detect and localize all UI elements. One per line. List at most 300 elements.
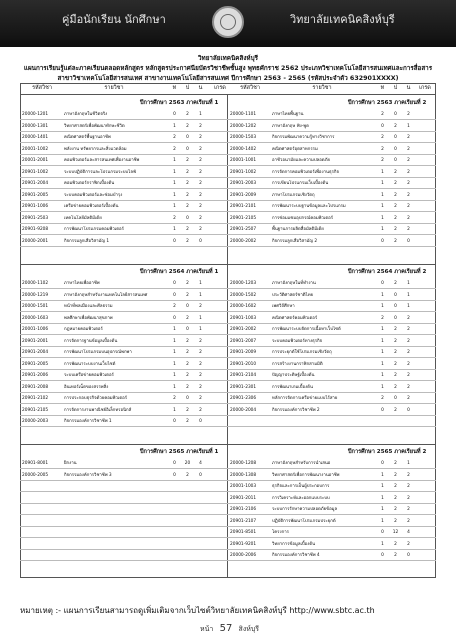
- course-credit: 2: [407, 384, 410, 390]
- course-row: [20, 360, 436, 370]
- course-row: [20, 517, 436, 527]
- course-theory: 1: [381, 373, 384, 378]
- course-credit: 2: [407, 146, 410, 152]
- course-row: [20, 459, 436, 469]
- course-credit: 1: [407, 304, 410, 309]
- course-code: 20901-2104: [230, 373, 257, 378]
- course-code: 20000-1203: [230, 281, 257, 286]
- course-practice: 2: [394, 518, 397, 524]
- course-name: ปฏิบัติการพัฒนาโปรแกรมประยุกต์: [272, 518, 336, 524]
- course-name: การพัฒนาโปรแกรมบนอุปกรณ์พกพา: [64, 350, 132, 355]
- course-practice: 2: [186, 373, 189, 378]
- course-practice: 2: [186, 181, 189, 186]
- course-credit: 1: [199, 327, 202, 332]
- course-practice: 0: [394, 135, 397, 140]
- course-name: อินเทอร์เน็ตของสรรพสิ่ง: [64, 384, 109, 390]
- course-row: [20, 505, 436, 515]
- course-practice: 2: [186, 281, 189, 286]
- course-name: กิจกรรมลูกเสือวิสามัญ 1: [64, 238, 110, 244]
- course-code: 20901-2101: [230, 204, 257, 209]
- course-theory: 0: [381, 123, 384, 129]
- course-code: 20901-2008: [22, 384, 49, 390]
- course-code: 20001-1002: [22, 146, 49, 152]
- course-theory: 1: [381, 181, 384, 186]
- col-n-right: น: [406, 85, 411, 91]
- course-practice: 2: [186, 204, 189, 209]
- course-name: กิจกรรมลูกเสือวิสามัญ 2: [272, 238, 318, 244]
- course-name: การพัฒนาโปรแกรมคอมพิวเตอร์: [64, 227, 124, 232]
- course-name: การเขียนโปรแกรมเว็บเบื้องต้น: [272, 181, 329, 186]
- course-theory: 1: [381, 169, 384, 175]
- course-practice: 2: [186, 407, 189, 413]
- course-practice: 0: [186, 396, 189, 401]
- course-name: การประกอบธุรกิจด้วยคอมพิวเตอร์: [64, 396, 128, 401]
- course-row: [20, 314, 436, 324]
- course-credit: 2: [199, 192, 202, 198]
- col-hours-left: เกรด: [214, 85, 226, 91]
- course-code: 20000-1501: [22, 304, 49, 309]
- col-t-left: ท: [172, 85, 177, 91]
- course-name: วิทยาการข้อมูลเบื้องต้น: [272, 541, 316, 547]
- course-name: คณิตศาสตร์อุตสาหกรรม: [272, 146, 318, 152]
- semester-separator: [20, 264, 436, 265]
- course-theory: 1: [381, 192, 384, 198]
- course-credit: 2: [407, 192, 410, 198]
- course-name: ระบบการรักษาความปลอดภัยข้อมูล: [272, 507, 338, 512]
- course-practice: 2: [394, 169, 397, 175]
- course-code: 20000-1301: [22, 123, 49, 129]
- course-name: การประยุกต์ใช้โปรแกรมเชิงวัตถุ: [272, 350, 332, 355]
- course-code: 20901-2009: [230, 192, 257, 198]
- course-code: 20000-2005: [22, 472, 49, 478]
- semester-title-left: ปีการศึกษา 2564 ภาคเรียนที่ 1: [140, 269, 219, 275]
- course-row: [20, 471, 436, 481]
- course-code: 20901-2005: [22, 361, 49, 367]
- title-line-1: วิทยาลัยเทคนิคสิงห์บุรี: [198, 55, 258, 62]
- course-theory: 1: [381, 507, 384, 512]
- course-theory: 1: [173, 361, 176, 367]
- course-theory: 1: [173, 327, 176, 332]
- course-row: [20, 279, 436, 289]
- course-code: 20000-1602: [230, 304, 257, 309]
- course-name: การจัดการงานพาณิชย์อิเล็กทรอนิกส์: [64, 407, 132, 413]
- footer-note: หมายเหตุ :- แผนการเรียนสามารถดูเพิ่มเติมจากเว็บไซต์วิทยาลัยเทคนิคสิงห์บุรี http://www.sbtc.ac.th: [20, 606, 375, 615]
- course-name: ระบบเครือข่ายคอมพิวเตอร์: [64, 373, 114, 378]
- course-code: 20000-1502: [230, 292, 257, 298]
- course-name: พลศึกษาเพื่อพัฒนาสุขภาพ: [64, 315, 113, 321]
- course-theory: 0: [173, 472, 176, 478]
- course-row: [20, 417, 436, 427]
- course-practice: 2: [394, 281, 397, 286]
- course-credit: 2: [199, 215, 202, 221]
- course-practice: 2: [394, 181, 397, 186]
- course-practice: 0: [394, 292, 397, 298]
- course-row: [20, 145, 436, 155]
- semester-separator: [20, 444, 436, 445]
- semester-title-left: ปีการศึกษา 2565 ภาคเรียนที่ 1: [140, 449, 219, 455]
- course-row: [20, 122, 436, 132]
- course-theory: 2: [381, 158, 384, 163]
- course-name: เพศวิถีศึกษา: [272, 304, 295, 309]
- course-theory: 1: [381, 384, 384, 390]
- course-credit: 0: [199, 419, 202, 424]
- semester-title-right: ปีการศึกษา 2565 ภาคเรียนที่ 2: [348, 449, 427, 455]
- course-theory: 1: [173, 384, 176, 390]
- course-code: 20901-2002: [230, 327, 257, 332]
- course-code: 20901-2306: [230, 396, 257, 401]
- course-row: [20, 291, 436, 301]
- course-theory: 1: [173, 192, 176, 198]
- course-row: [20, 225, 436, 235]
- course-credit: 2: [199, 181, 202, 186]
- course-credit: 2: [407, 373, 410, 378]
- course-name: ระบบปฏิบัติการและโปรแกรมระบบไลฟ์: [64, 169, 136, 175]
- course-credit: 2: [199, 407, 202, 413]
- course-practice: 2: [186, 338, 189, 344]
- course-theory: 1: [381, 304, 384, 309]
- course-theory: 0: [173, 238, 176, 244]
- course-credit: 2: [407, 507, 410, 512]
- course-practice: 2: [186, 238, 189, 244]
- course-code: 20000-1201: [22, 112, 49, 117]
- course-name: โครงการ: [272, 530, 289, 535]
- course-theory: 2: [381, 146, 384, 152]
- course-theory: 1: [381, 350, 384, 355]
- course-name: หน้าที่พลเมืองและศีลธรรม: [64, 304, 113, 309]
- course-name: กิจกรรมองค์การวิชาชีพ 2: [272, 407, 320, 413]
- course-code: 20901-2001: [22, 338, 49, 344]
- course-credit: 2: [407, 315, 410, 321]
- course-code: 20901-2106: [230, 507, 257, 512]
- course-name: ภาษาไทยเพื่ออาชีพ: [64, 281, 100, 286]
- course-name: คอมพิวเตอร์และสารสนเทศเพื่องานอาชีพ: [64, 158, 140, 163]
- course-theory: 0: [381, 461, 384, 466]
- course-practice: 2: [186, 419, 189, 424]
- header-left-text: คู่มือนักเรียน นักศึกษา: [62, 13, 166, 26]
- course-theory: 0: [173, 112, 176, 117]
- course-code: 20901-1003: [230, 315, 257, 321]
- course-theory: 0: [381, 530, 384, 535]
- course-theory: 1: [173, 227, 176, 232]
- course-practice: 2: [394, 507, 397, 512]
- course-practice: 2: [186, 384, 189, 390]
- course-credit: 2: [199, 135, 202, 140]
- course-row: [20, 551, 436, 561]
- course-row: [20, 168, 436, 178]
- course-credit: 0: [407, 553, 410, 558]
- course-credit: 2: [199, 146, 202, 152]
- course-name: การพัฒนาระบบฐานข้อมูลและโปรแกรม: [272, 204, 346, 209]
- course-name: ระบบคอมพิวเตอร์และซ่อมบำรุง: [64, 192, 123, 198]
- course-practice: 2: [394, 238, 397, 244]
- course-name: วิทยาศาสตร์เพื่อการพัฒนางานอาชีพ: [272, 472, 340, 478]
- course-practice: 2: [186, 158, 189, 163]
- course-practice: 2: [186, 227, 189, 232]
- course-code: 20901-2007: [230, 338, 257, 344]
- course-credit: 2: [407, 181, 410, 186]
- course-credit: 2: [199, 396, 202, 401]
- course-theory: 2: [173, 396, 176, 401]
- course-name: กฎหมายคอมพิวเตอร์: [64, 327, 103, 332]
- course-credit: 2: [407, 541, 410, 547]
- course-name: ประวัติศาสตร์ชาติไทย: [272, 292, 314, 298]
- course-theory: 1: [381, 541, 384, 547]
- col-p-left: ป: [185, 85, 190, 91]
- course-name: คณิตศาสตร์พื้นฐานอาชีพ: [64, 135, 111, 140]
- course-theory: 1: [173, 123, 176, 129]
- page-label: หน้า: [200, 625, 214, 633]
- course-name: การจัดการคอมพิวเตอร์เพื่องานธุรกิจ: [272, 169, 340, 175]
- course-credit: 0: [199, 472, 202, 478]
- course-code: 20000-1219: [22, 292, 49, 298]
- course-practice: 2: [186, 123, 189, 129]
- course-theory: 2: [173, 215, 176, 221]
- course-credit: 1: [407, 292, 410, 298]
- course-code: 20000-1503: [230, 135, 257, 140]
- course-practice: 2: [186, 315, 189, 321]
- course-theory: 1: [381, 495, 384, 501]
- course-practice: 0: [394, 315, 397, 321]
- table-column-header: [20, 83, 436, 95]
- course-credit: 2: [199, 361, 202, 367]
- course-code: 20000-2002: [230, 238, 257, 244]
- course-credit: 2: [407, 495, 410, 501]
- course-row: [20, 325, 436, 335]
- course-credit: 0: [407, 407, 410, 413]
- course-credit: 1: [199, 292, 202, 298]
- course-name: การซ่อมแซมอุปกรณ์คอมพิวเตอร์: [272, 215, 334, 221]
- semester-title-right: ปีการศึกษา 2564 ภาคเรียนที่ 2: [348, 269, 427, 275]
- course-practice: 0: [394, 112, 397, 117]
- course-code: 20001-1006: [22, 327, 49, 332]
- course-theory: 0: [173, 315, 176, 321]
- header-right-text: วิทยาลัยเทคนิคสิงห์บุรี: [290, 13, 395, 26]
- course-name: กิจกรรมองค์การวิชาชีพ 4: [272, 553, 320, 558]
- course-row: [20, 110, 436, 120]
- course-name: อาชีวอนามัยและความปลอดภัย: [272, 158, 330, 163]
- course-theory: 0: [173, 461, 176, 466]
- course-credit: 4: [407, 530, 410, 535]
- course-credit: 1: [199, 112, 202, 117]
- course-practice: 2: [394, 407, 397, 413]
- course-credit: 2: [199, 227, 202, 232]
- course-code: 20000-1202: [230, 123, 257, 129]
- document-titles: [12, 54, 444, 84]
- course-name: ฝึกงาน: [64, 461, 77, 466]
- course-code: 20901-2105: [22, 407, 49, 413]
- course-theory: 1: [173, 158, 176, 163]
- course-name: ภาษาโปรแกรมเชิงวัตถุ: [272, 192, 315, 198]
- course-name: การสร้างงานกราฟิกสามมิติ: [272, 361, 323, 367]
- course-credit: 1: [407, 281, 410, 286]
- course-row: [20, 133, 436, 143]
- course-practice: 2: [394, 192, 397, 198]
- page-header: [0, 0, 456, 47]
- course-row: [20, 337, 436, 347]
- col-hours-right: เกรด: [419, 85, 431, 91]
- course-credit: 2: [407, 227, 410, 232]
- course-row: [20, 214, 436, 224]
- course-code: 20000-1308: [230, 472, 257, 478]
- course-theory: 0: [173, 419, 176, 424]
- course-practice: 2: [394, 541, 397, 547]
- course-theory: 1: [381, 227, 384, 232]
- course-credit: 0: [199, 238, 202, 244]
- course-credit: 2: [199, 373, 202, 378]
- course-credit: 4: [199, 461, 202, 466]
- course-theory: 1: [381, 327, 384, 332]
- course-code: 20901-2503: [22, 215, 49, 221]
- course-code: 20901-2003: [230, 181, 257, 186]
- course-practice: 0: [186, 146, 189, 152]
- course-practice: 2: [394, 123, 397, 129]
- course-row: [20, 406, 436, 416]
- course-row: [20, 394, 436, 404]
- title-line-3: สาขาวิชาเทคโนโลยีสารสนเทศ สาขางานเทคโนโลยีสารสนเทศ ปีการศึกษา 2563 - 2565 (รหัสประจำตัว 632901XXXX): [57, 75, 399, 82]
- course-code: 20901-2004: [22, 350, 49, 355]
- course-theory: 1: [173, 338, 176, 344]
- course-code: 20000-1603: [22, 315, 49, 321]
- course-theory: 2: [173, 135, 176, 140]
- course-name: การจัดการฐานข้อมูลเบื้องต้น: [64, 338, 118, 344]
- course-credit: 2: [407, 112, 410, 117]
- course-name: กิจกรรมพัฒนาความรู้ทางวิชาการ: [272, 135, 335, 140]
- course-code: 20000-1402: [230, 146, 257, 152]
- college-logo-icon: [212, 6, 244, 38]
- semester-block: [20, 445, 436, 578]
- course-practice: 2: [394, 373, 397, 378]
- course-practice: 0: [394, 304, 397, 309]
- course-theory: 1: [381, 338, 384, 344]
- course-credit: 2: [407, 472, 410, 478]
- page-number-box: [200, 623, 263, 635]
- course-name: ภาษาอังกฤษสำหรับงานเทคโนโลยีสารสนเทศ: [64, 292, 148, 298]
- course-theory: 1: [173, 407, 176, 413]
- course-code: 20901-8501: [230, 530, 257, 535]
- col-name-right: รายวิชา: [312, 85, 332, 91]
- course-name: เครือข่ายคอมพิวเตอร์เบื้องต้น: [64, 204, 119, 209]
- course-credit: 2: [407, 338, 410, 344]
- course-practice: 2: [186, 292, 189, 298]
- course-practice: 2: [394, 484, 397, 489]
- course-practice: 2: [394, 327, 397, 332]
- course-code: 20901-2105: [230, 215, 257, 221]
- course-credit: 2: [199, 158, 202, 163]
- course-theory: 2: [173, 304, 176, 309]
- col-name-left: รายวิชา: [104, 85, 124, 91]
- course-theory: 1: [173, 350, 176, 355]
- course-credit: 2: [199, 204, 202, 209]
- course-name: ภาษาไทยพื้นฐาน: [272, 112, 304, 117]
- semester-block: [20, 265, 436, 445]
- course-credit: 2: [407, 327, 410, 332]
- course-practice: 2: [394, 227, 397, 232]
- course-code: 20001-2001: [22, 158, 49, 163]
- course-practice: 0: [186, 215, 189, 221]
- course-practice: 0: [394, 158, 397, 163]
- course-practice: 0: [186, 304, 189, 309]
- course-code: 20901-2507: [230, 227, 257, 232]
- course-credit: 2: [407, 361, 410, 367]
- col-code-right: รหัสวิชา: [240, 85, 260, 91]
- course-practice: 2: [394, 472, 397, 478]
- course-theory: 1: [381, 518, 384, 524]
- course-theory: 0: [381, 407, 384, 413]
- course-code: 20901-2005: [22, 192, 49, 198]
- course-theory: 1: [381, 361, 384, 367]
- course-credit: 2: [199, 338, 202, 344]
- course-theory: 1: [173, 181, 176, 186]
- course-row: [20, 348, 436, 358]
- course-theory: 1: [381, 215, 384, 221]
- course-practice: 2: [394, 495, 397, 501]
- course-credit: 2: [407, 158, 410, 163]
- course-name: ธุรกิจและการเป็นผู้ประกอบการ: [272, 484, 330, 489]
- course-name: ภาษาอังกฤษในชีวิตจริง: [64, 112, 108, 117]
- course-name: พลังงาน ทรัพยากรและสิ่งแวดล้อม: [64, 146, 127, 152]
- course-code: 20000-2006: [230, 553, 257, 558]
- course-code: 20000-2001: [22, 238, 49, 244]
- course-theory: 1: [173, 169, 176, 175]
- semester-title-right: ปีการศึกษา 2563 ภาคเรียนที่ 2: [348, 100, 427, 106]
- course-theory: 0: [381, 238, 384, 244]
- course-name: การวิเคราะห์และออกแบบระบบ: [272, 495, 330, 501]
- course-practice: 2: [186, 169, 189, 175]
- course-practice: 20: [184, 461, 191, 466]
- course-theory: 0: [381, 281, 384, 286]
- course-practice: 2: [394, 350, 397, 355]
- course-theory: 2: [381, 315, 384, 321]
- course-theory: 1: [381, 292, 384, 298]
- course-theory: 0: [173, 281, 176, 286]
- course-name: วิทยาศาสตร์เพื่อพัฒนาทักษะชีวิต: [64, 123, 125, 129]
- course-theory: 1: [381, 484, 384, 489]
- course-name: ภาษาอังกฤษสำหรับการนำเสนอ: [272, 461, 331, 466]
- course-name: ระบบคอมพิวเตอร์ทางธุรกิจ: [272, 338, 323, 344]
- course-code: 20000-2004: [230, 407, 257, 413]
- course-practice: 2: [186, 192, 189, 198]
- course-code: 20000-1101: [230, 112, 257, 117]
- course-practice: 2: [394, 215, 397, 221]
- course-code: 20901-9208: [22, 227, 49, 232]
- course-practice: 0: [394, 146, 397, 152]
- course-name: ภาษาอังกฤษในที่ทำงาน: [272, 281, 316, 286]
- course-credit: 2: [407, 350, 410, 355]
- course-practice: 2: [186, 350, 189, 355]
- course-credit: 1: [407, 123, 410, 129]
- course-name: กิจกรรมองค์การวิชาชีพ 3: [64, 472, 112, 478]
- course-row: [20, 482, 436, 492]
- col-p-right: ป: [393, 85, 398, 91]
- course-theory: 1: [173, 204, 176, 209]
- title-line-2: แผนการเรียนรู้แต่ละภาคเรียนตลอดหลักสูตร หลักสูตรประกาศนียบัตรวิชาชีพชั้นสูง พุทธศักราช 2562 ประเภทวิชาเทคโนโลยีสารสนเทศและการสื่อสาร: [23, 65, 433, 72]
- course-row: [20, 494, 436, 504]
- course-theory: 2: [381, 135, 384, 140]
- course-row: [20, 156, 436, 166]
- course-credit: 1: [199, 281, 202, 286]
- course-name: เทคโนโลยีมัลติมีเดีย: [64, 215, 102, 221]
- course-credit: 2: [199, 304, 202, 309]
- course-credit: 2: [199, 123, 202, 129]
- course-credit: 2: [199, 169, 202, 175]
- course-code: 20901-2011: [230, 495, 257, 501]
- course-code: 20901-2010: [230, 361, 257, 367]
- course-code: 20000-1208: [230, 461, 257, 466]
- page-number: 57: [219, 623, 233, 634]
- course-name: หลักการจัดการเครือข่ายแบบไร้สาย: [272, 396, 338, 401]
- course-practice: 2: [186, 361, 189, 367]
- course-code: 20901-2006: [22, 373, 49, 378]
